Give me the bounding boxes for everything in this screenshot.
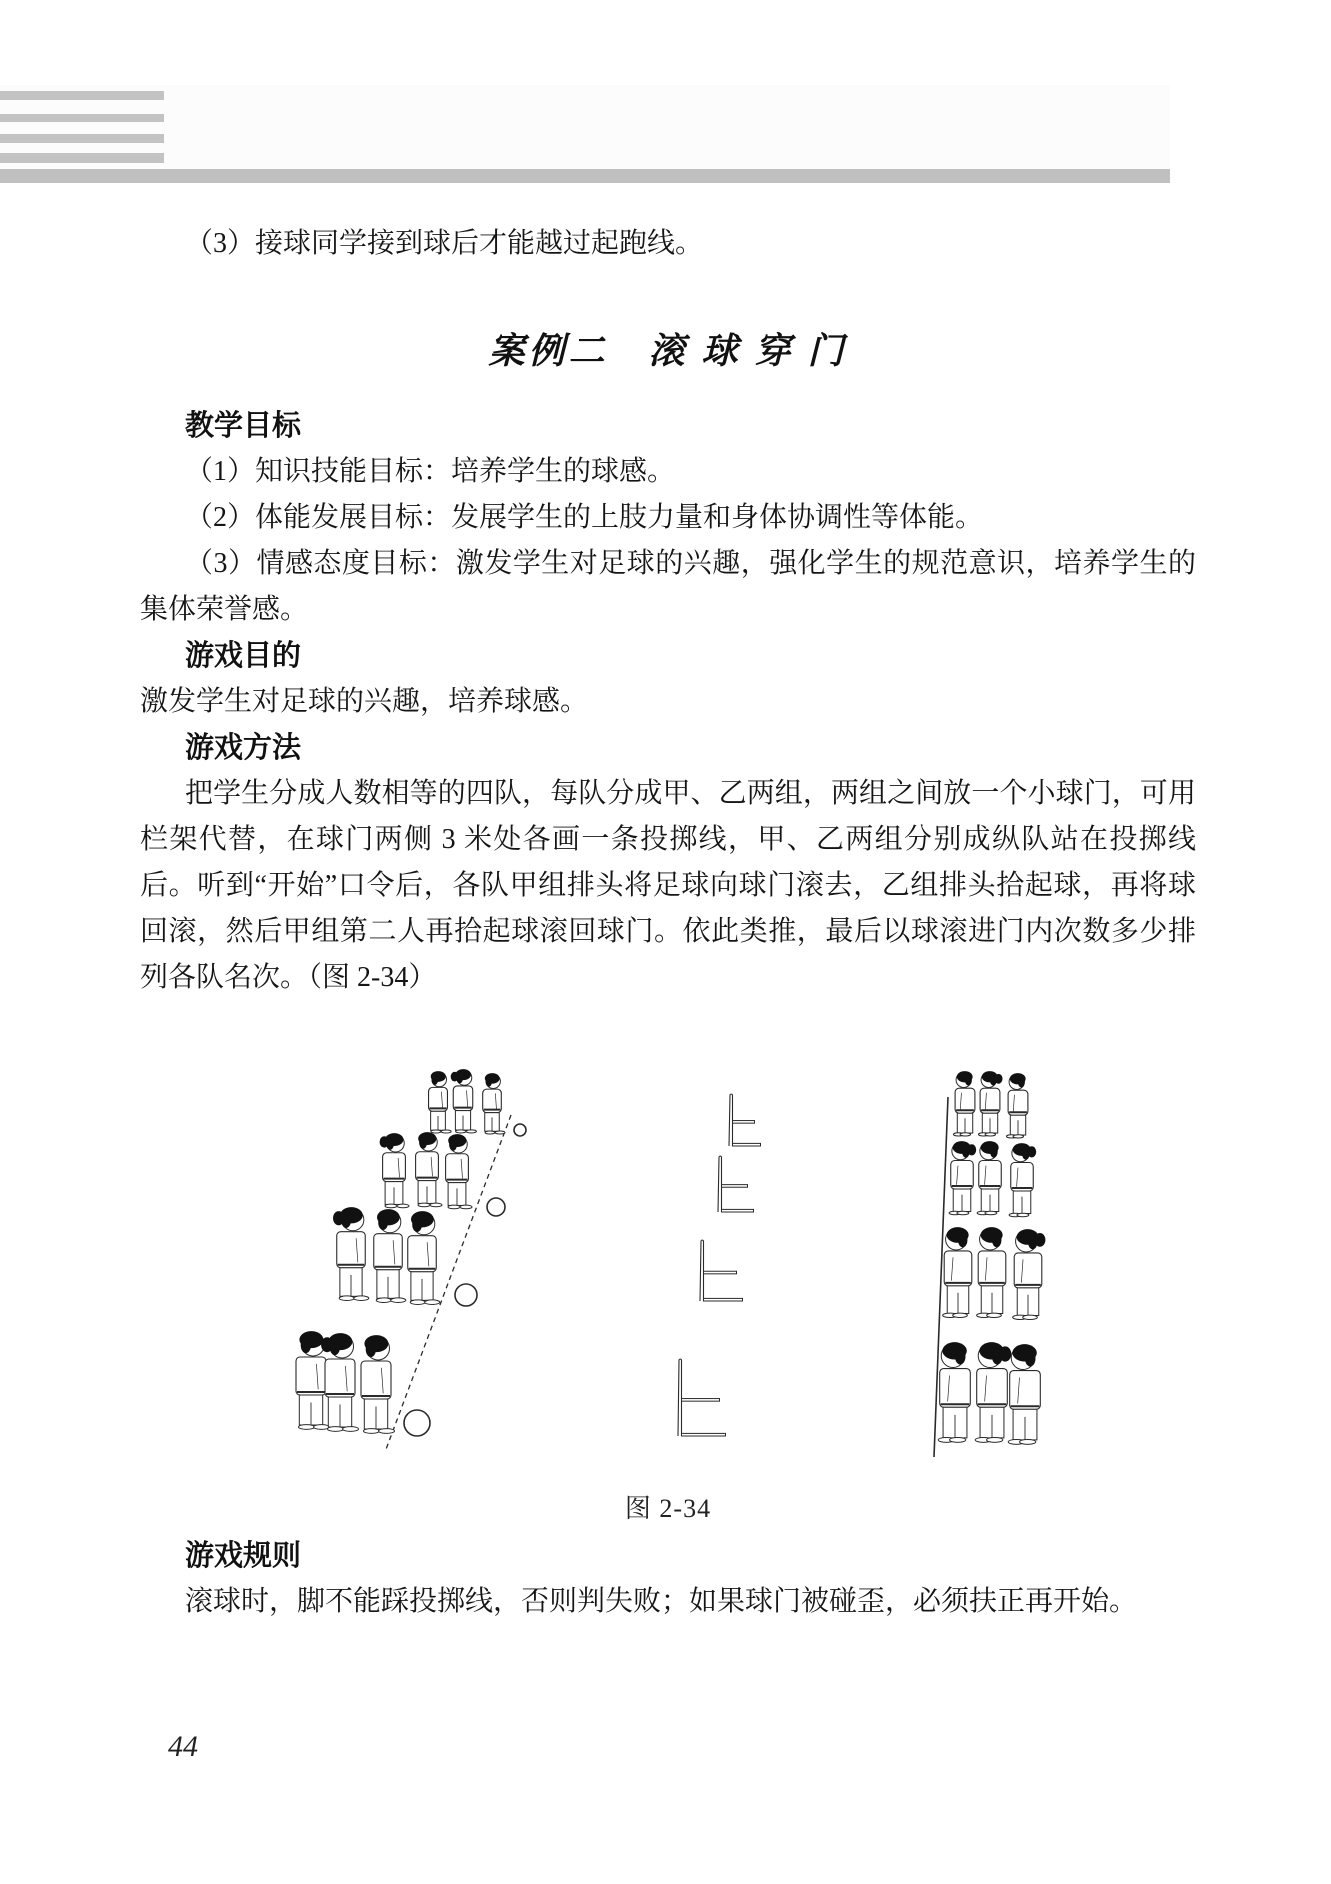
paragraph: （2）体能发展目标：发展学生的上肢力量和身体协调性等体能。	[185, 502, 984, 533]
student-left-boy	[483, 1073, 505, 1134]
goal-post	[718, 1156, 722, 1212]
goal-base-bar	[704, 1298, 743, 1301]
case-title: 案例二 滚 球 穿 门	[488, 331, 848, 371]
header-small-bar	[0, 134, 164, 143]
header-small-bar	[0, 153, 164, 163]
paragraph: （1）知识技能目标：培养学生的球感。	[185, 456, 676, 487]
student-left-boy	[361, 1335, 395, 1433]
goal-base-bar	[722, 1209, 754, 1212]
figure-illustration	[230, 1049, 1110, 1469]
student-right-girl	[949, 1141, 976, 1215]
ball	[487, 1198, 505, 1216]
page-number: 44	[168, 1730, 198, 1763]
figure-2-34	[140, 1049, 1196, 1525]
student-right-boy	[977, 1227, 1006, 1317]
ball	[404, 1410, 430, 1436]
figure-caption: 图 2-34	[624, 1494, 712, 1523]
student-right-boy	[943, 1227, 972, 1317]
intro-item: （3）接球同学接到球后才能越过起跑线。	[185, 228, 704, 259]
student-left-girl	[451, 1069, 477, 1133]
goal-middle-bar	[733, 1121, 755, 1124]
goal-post	[678, 1359, 682, 1436]
student-left-boy	[416, 1132, 442, 1207]
section-heading-game-rules: 游戏规则	[185, 1540, 302, 1572]
paragraph: 滚球时，脚不能踩投掷线，否则判失败；如果球门被碰歪，必须扶正再开始。	[185, 1586, 1138, 1617]
section-heading-game-method: 游戏方法	[185, 732, 302, 764]
header-panel	[0, 85, 1170, 170]
goal-middle-bar	[682, 1399, 720, 1402]
header-small-bar	[0, 91, 164, 100]
student-right-girl	[978, 1071, 1002, 1136]
paragraph: （3）情感态度目标：激发学生对足球的兴趣，强化学生的规范意识，培养学生的集体荣誉感。	[140, 548, 1196, 625]
student-right-boy	[977, 1141, 1001, 1215]
student-right-girl	[1013, 1229, 1046, 1319]
student-left-girl	[321, 1333, 358, 1431]
section-game-method	[140, 725, 1196, 1001]
student-left-girl	[333, 1207, 369, 1300]
section-heading-teaching-goals: 教学目标	[185, 410, 302, 442]
ball	[514, 1124, 526, 1136]
goal-base-bar	[733, 1143, 761, 1146]
goal-post	[700, 1240, 704, 1301]
page-content	[140, 221, 1196, 1625]
student-left-boy	[408, 1211, 440, 1304]
paragraph: 激发学生对足球的兴趣，培养球感。	[140, 686, 589, 717]
student-left-boy	[429, 1071, 452, 1133]
student-left-boy	[446, 1134, 472, 1209]
header-rule-bar	[0, 169, 1170, 183]
section-game-rules	[140, 1533, 1196, 1625]
student-left-boy	[374, 1209, 406, 1302]
goal-middle-bar	[704, 1271, 737, 1274]
section-game-purpose	[140, 633, 1196, 725]
goal-post	[729, 1094, 733, 1146]
paragraph: 把学生分成人数相等的四队，每队分成甲、乙两组，两组之间放一个小球门，可用栏架代替，在球门两侧 3 米处各画一条投掷线，甲、乙两组分别成纵队站在投掷线后。听到“开始”口令后，各队甲组排头将足球向球门滚去，乙组排头拾起球，再将球回滚，然后甲组第二人再拾起球滚回球门。依此类推，最后以球滚进门内次数多少排列各队名次。（图 2-34）	[140, 778, 1196, 993]
student-right-boy	[938, 1342, 970, 1442]
student-right-boy	[1006, 1073, 1027, 1138]
student-right-boy	[1008, 1344, 1040, 1444]
header-small-bar	[0, 114, 164, 122]
student-right-girl	[975, 1342, 1011, 1442]
section-teaching-goals	[140, 403, 1196, 633]
student-right-boy	[953, 1071, 974, 1136]
goal-base-bar	[682, 1433, 726, 1436]
section-heading-game-purpose: 游戏目的	[185, 640, 302, 672]
ball	[455, 1284, 477, 1306]
goal-middle-bar	[722, 1185, 748, 1188]
student-right-girl	[1009, 1143, 1036, 1217]
student-left-girl	[380, 1133, 409, 1208]
